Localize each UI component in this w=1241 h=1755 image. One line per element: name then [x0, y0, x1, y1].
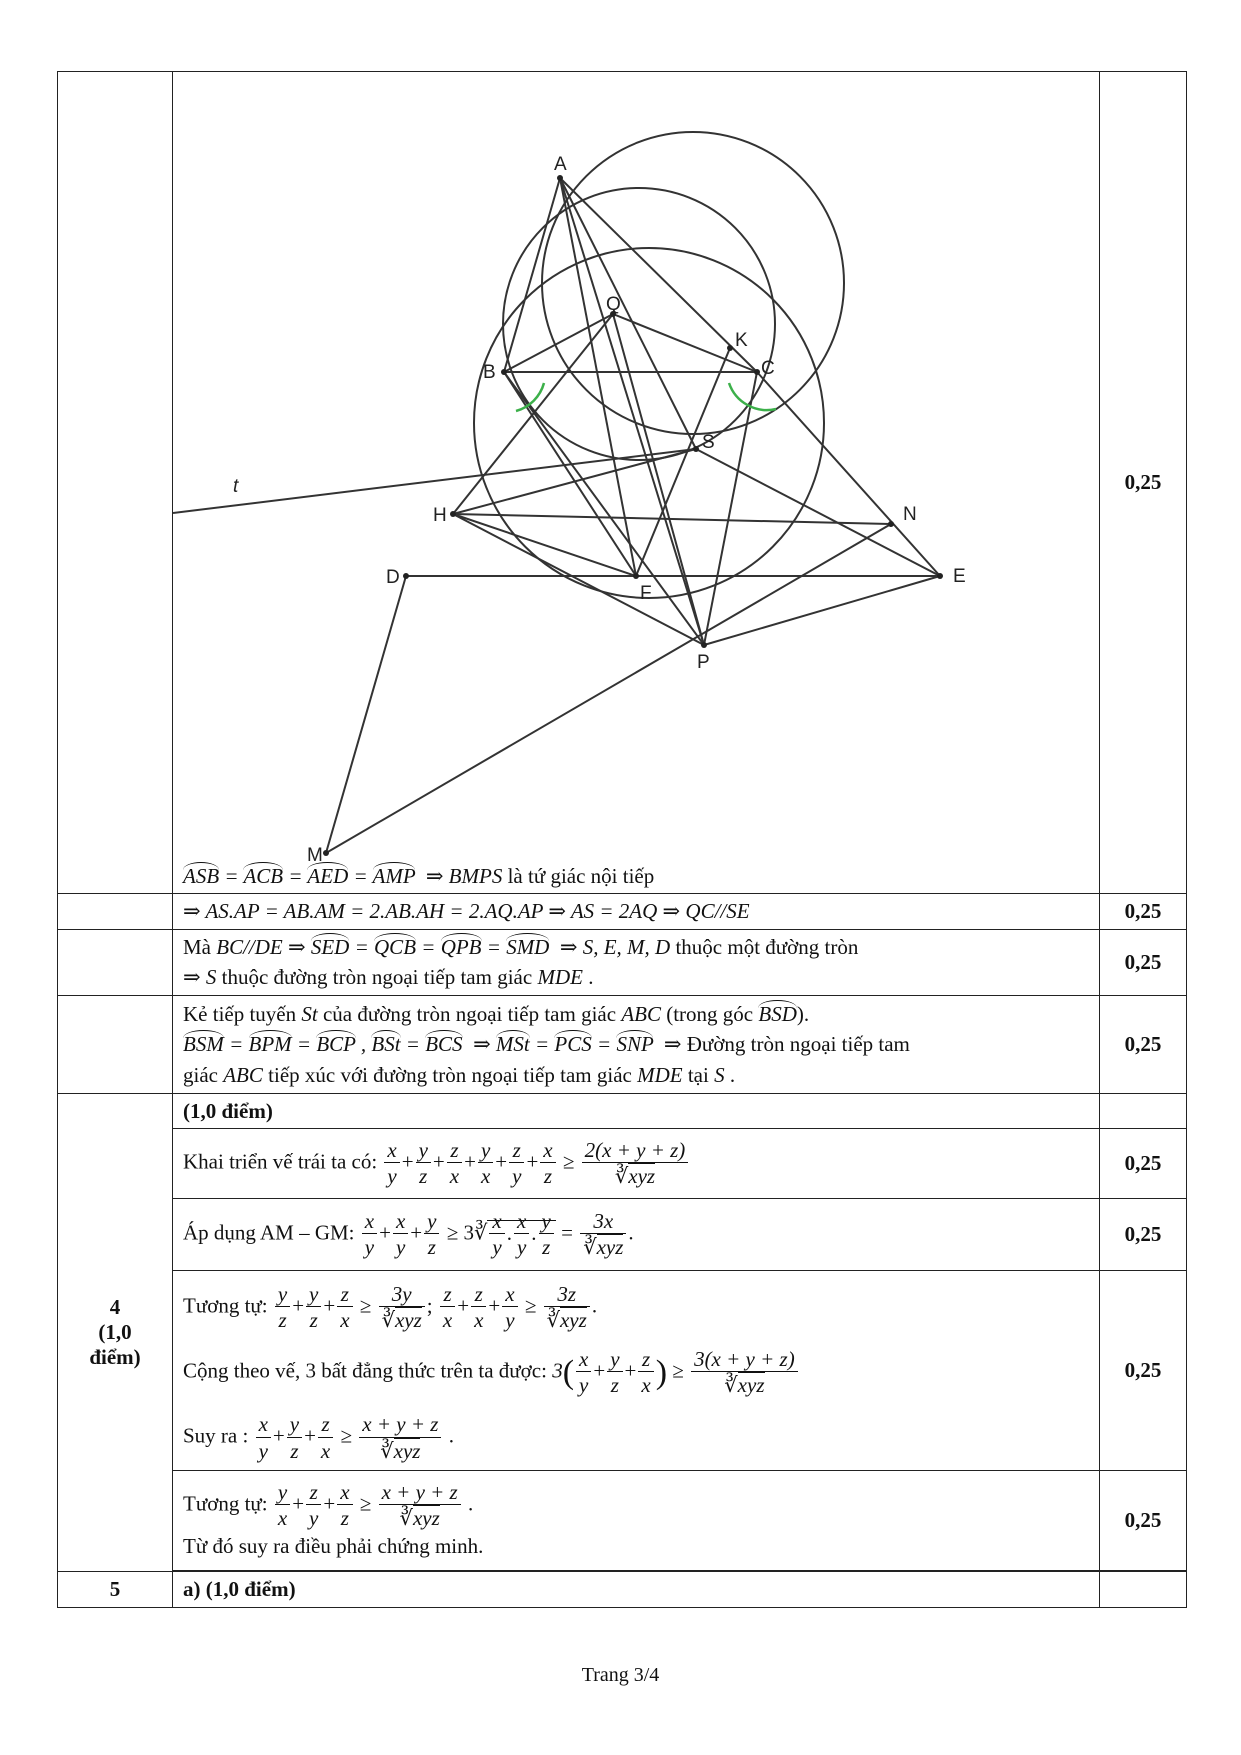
score-cell: 0,25: [1100, 1471, 1187, 1571]
answer-table: [57, 71, 1187, 1608]
q5-number-cell: 5: [58, 1572, 173, 1607]
score-cell: 0,25: [1100, 929, 1187, 995]
label-n: N: [903, 504, 917, 525]
q4-step1: Khai triển vế trái ta có: $\frac{x}{y}$ + $\frac{y}{z}$ + $\frac{z}{x}$ + $\frac{y}{x}$ + $\frac{z}{y}$ + $\frac{x}{z}$ ≥ $\frac{2(x + y + z)}{\text{∛xyz}}$: [173, 1129, 1100, 1199]
q4-step2: Áp dụng AM – GM: $\frac{x}{y}$ + $\frac{x}{y}$ + $\frac{y}{z}$ ≥ 3∛ $\frac{x}{y}$ . $\frac{x}{y}$ . $\frac{y}{z}$ = $\frac{3x}{\text{∛xyz}}$ .: [173, 1199, 1100, 1271]
label-d: D: [386, 567, 400, 588]
score-cell: 0,25: [1100, 894, 1187, 929]
score-cell: 0,25: [1100, 1129, 1187, 1199]
q3-line2: ⇒ AS.AP = AB.AM = 2.AB.AH = 2.AQ.AP ⇒ AS = 2AQ ⇒ QC//SE: [173, 894, 1100, 929]
label-s: S: [702, 432, 715, 453]
q3-line5: Kẻ tiếp tuyến St của đường tròn ngoại tiếp tam giác ABC (trong góc BSD). BSM = BPM = BCP , BSt = BCS ⇒ MSt = PCS = SNP ⇒ Đường tròn ngoại tiếp tam giác ABC tiếp xúc với đường tròn ngoại tiếp tam giác MDE tại S .: [173, 995, 1100, 1093]
question-number-cell: [58, 72, 173, 894]
q4-step3: Tương tự: $\frac{y}{z}$ + $\frac{y}{z}$ + $\frac{z}{x}$ ≥ $\frac{3y}{\text{∛xyz}}$ ; $\frac{z}{x}$ + $\frac{z}{x}$ + $\frac{x}{y}$ ≥ $\frac{3z}{\text{∛xyz}}$ . Cộng theo vế, 3 bất đẳng thức trên ta được: 3( $\frac{x}{y}$ + $\frac{y}{z}$ + $\frac{z}{x}$ ) ≥ $\frac{3(x + y + z)}{\text{∛xyz}}$ Suy ra : $\frac{x}{y}$ + $\frac{y}{z}$ + $\frac{z}{x}$ ≥ $\frac{x + y + z}{\text{∛xyz}}$ .: [173, 1271, 1100, 1471]
q4-header: (1,0 điểm): [173, 1093, 1100, 1128]
label-t: t: [233, 476, 239, 497]
label-p: P: [697, 652, 710, 673]
label-e: E: [953, 566, 966, 587]
label-c: C: [761, 358, 775, 379]
label-f: F: [640, 583, 652, 604]
figure-cell: [173, 72, 1100, 894]
q5-header: a) (1,0 điểm): [173, 1572, 1100, 1607]
score-cell: 0,25: [1100, 995, 1187, 1093]
label-a: A: [554, 154, 567, 175]
label-m: M: [307, 845, 323, 862]
score-cell: 0,25: [1100, 1271, 1187, 1471]
label-q: Q: [606, 294, 621, 315]
q3-line3: Mà BC//DE ⇒ SED = QCB = QPB = SMD ⇒ S, E, M, D thuộc một đường tròn ⇒ S thuộc đường tròn ngoại tiếp tam giác MDE .: [173, 929, 1100, 995]
label-b: B: [483, 362, 496, 383]
label-h: H: [433, 505, 447, 526]
score-cell: 0,25: [1100, 72, 1187, 894]
q4-step4: Tương tự: $\frac{y}{x}$ + $\frac{z}{y}$ + $\frac{x}{z}$ ≥ $\frac{x + y + z}{\text{∛xyz}}$ . Từ đó suy ra điều phải chứng minh.: [173, 1471, 1100, 1571]
q3-line1: ASB = ACB = AED = AMP ⇒ BMPS là tứ giác nội tiếp: [183, 864, 655, 888]
geometry-figure: [173, 72, 1093, 862]
label-k: K: [735, 330, 748, 351]
score-cell: 0,25: [1100, 1199, 1187, 1271]
q4-number-cell: 4 (1,0 điểm): [58, 1093, 173, 1571]
page-footer: Trang 3/4: [581, 1664, 660, 1686]
circle-abc: [542, 132, 844, 434]
